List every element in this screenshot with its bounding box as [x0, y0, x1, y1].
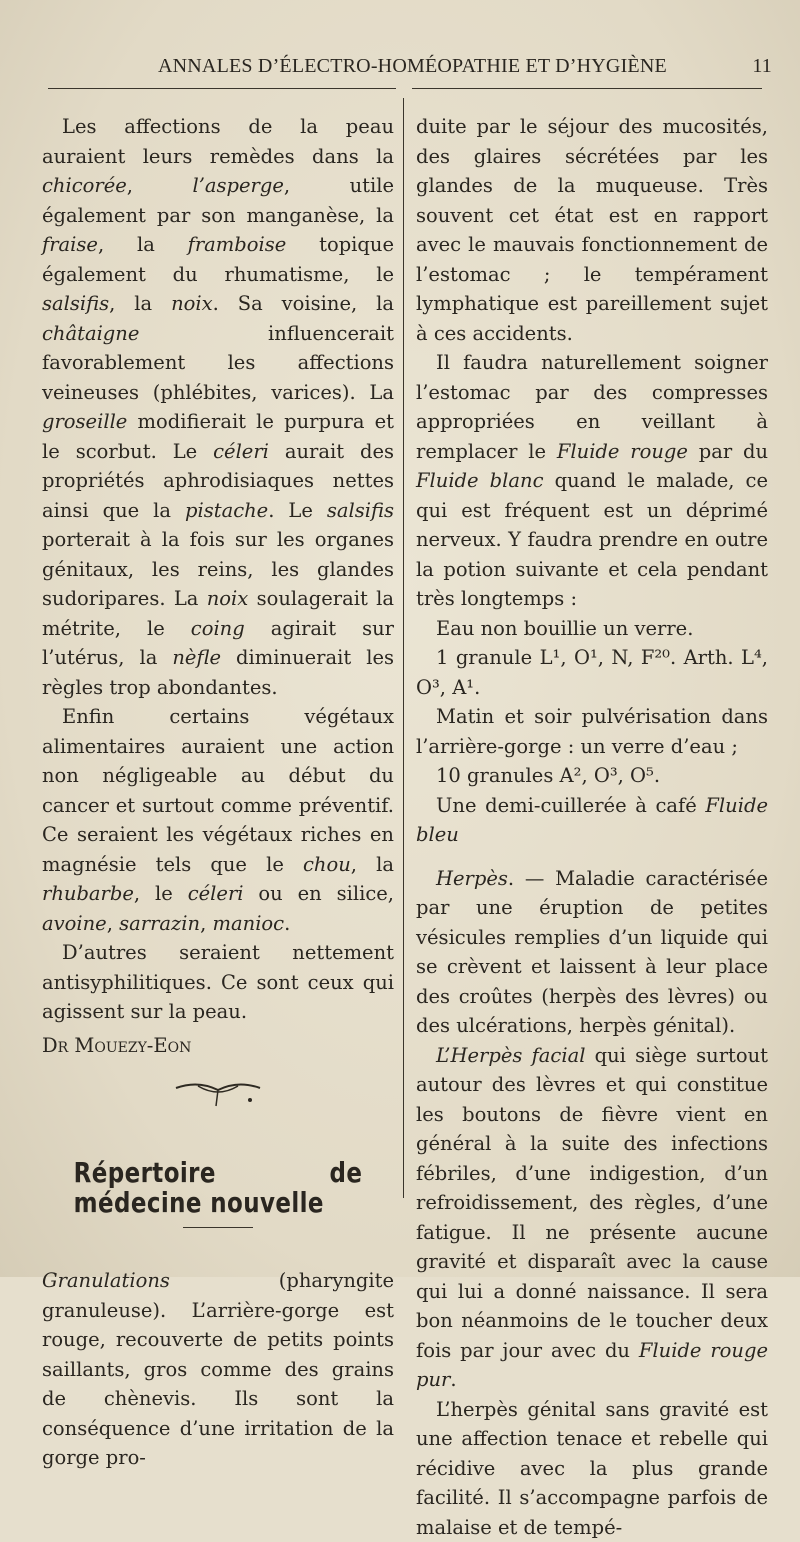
left-column	[42, 112, 394, 1473]
paragraph-herpes: Herpès. — Maladie caractérisée par une éruption de petites vésicules remplies d’un liquide qui se crèvent et laissent à leur place des croûtes (herpès des lèvres) ou des ulcérations, herpès génital).	[416, 864, 768, 1041]
recipe-fluid-blue: Une demi-cuillerée à café Fluide bleu	[416, 791, 768, 850]
paragraph-granulations: Granulations (pharyngite granuleuse). L’arrière-gorge est rouge, recouverte de petits points saillants, gros comme des grains de chènevis. Ils sont la conséquence d’une irritation de la gorge pro-	[42, 1266, 394, 1473]
term-granulations: Granulations	[42, 1269, 170, 1292]
paragraph-treatment: Il faudra naturellement soigner l’estomac par des compresses appropriées en veillant à remplacer le Fluide rouge par du Fluide blanc quand le malade, ce qui est fréquent est un déprimé nerveux. Y faudra prendre en outre la potion suivante et cela pendant très longtemps :	[416, 348, 768, 614]
section-rule	[183, 1227, 253, 1228]
column-divider	[403, 98, 404, 1198]
paragraph-antisyphilitic: D’autres seraient nettement antisyphilitiques. Ce sont ceux qui agissent sur la peau.	[42, 938, 394, 1027]
author-signature: Dr Mouezy-Eon	[42, 1031, 394, 1061]
header-rule-left	[48, 88, 396, 89]
paragraph-vegetables-skin: Les affections de la peau auraient leurs remèdes dans la chicorée, l’asperge, utile également par son manganèse, la fraise, la framboise topique également du rhumatisme, le salsifis, la noix. Sa voisine, la châtaigne influencerait favorablement les affections veineuses (phlébites, varices). La groseille modifierait le purpura et le scorbut. Le céleri aurait des propriétés aphrodisiaques nettes ainsi que la pistache. Le salsifis porterait à la fois sur les organes génitaux, les reins, les glandes sudoripares. La noix soulagerait la métrite, le coing agirait sur l’utérus, la nèfle diminuerait les règles trop abondantes.	[42, 112, 394, 702]
paragraph-herpes-facial: L’Herpès facial qui siège surtout autour des lèvres et qui constitue les boutons de fièvre vient en général à la suite des infections fébriles, d’une indigestion, d’un refroidissement, des règles, d’une fatigue. Il ne présente aucune gravité et disparaît avec la cause qui lui a donné naissance. Il sera bon néanmoins de le toucher deux fois par jour avec du Fluide rouge pur.	[416, 1041, 768, 1395]
page-number: 11	[752, 55, 772, 78]
section-title: Répertoire de médecine nouvelle	[74, 1158, 363, 1217]
ornament-flourish	[42, 1060, 394, 1128]
flourish-icon	[168, 1074, 268, 1114]
right-column	[416, 112, 768, 1542]
recipe-granules: 1 granule L¹, O¹, N, F²⁰. Arth. L⁴, O³, A¹.	[416, 643, 768, 702]
term-herpes: Herpès	[436, 867, 508, 890]
recipe-granules-2: 10 granules A², O³, O⁵.	[416, 761, 768, 791]
running-header	[40, 55, 780, 85]
paragraph-herpes-genital: L’herpès génital sans gravité est une affection tenace et rebelle qui récidive avec la plus grande facilité. Il s’accompagne parfois de malaise et de tempé-	[416, 1395, 768, 1542]
recipe-water: Eau non bouillie un verre.	[416, 614, 768, 644]
paragraph-cancer: Enfin certains végétaux alimentaires auraient une action non négligeable au début du cancer et surtout comme préventif. Ce seraient les végétaux riches en magnésie tels que le chou, la rhubarbe, le céleri ou en silice, avoine, sarrazin, manioc.	[42, 702, 394, 938]
paragraph-mucosities: duite par le séjour des mucosités, des glaires sécrétées par les glandes de la muqueuse. Très souvent cet état est en rapport avec le mauvais fonctionnement de l’estomac ; le tempérament lymphatique est pareillement sujet à ces accidents.	[416, 112, 768, 348]
recipe-spray: Matin et soir pulvérisation dans l’arrière-gorge : un verre d’eau ;	[416, 702, 768, 761]
header-rule-right	[412, 88, 762, 89]
journal-title: ANNALES D’ÉLECTRO-HOMÉOPATHIE ET D’HYGIÈNE	[158, 55, 667, 78]
